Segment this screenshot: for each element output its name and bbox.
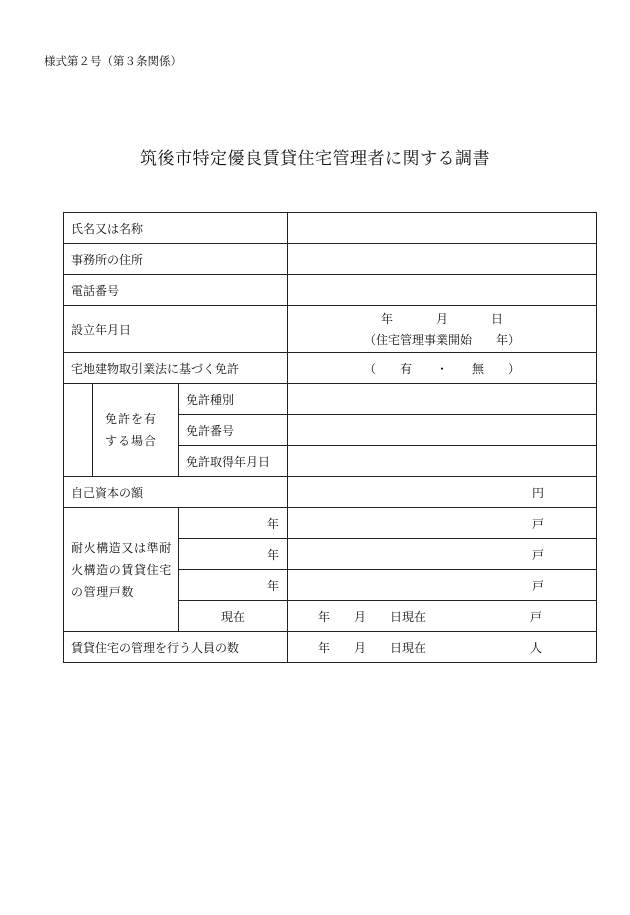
established-field[interactable]	[288, 306, 597, 353]
unit-label-1: 戸	[531, 516, 544, 531]
license-yes-no[interactable]: （ 有 ・ 無 ）	[288, 353, 597, 384]
unit-label-3: 戸	[531, 578, 544, 593]
row-office-address	[64, 244, 597, 275]
license-label: 宅地建物取引業法に基づく免許	[64, 353, 288, 384]
units-count-3[interactable]	[288, 570, 597, 601]
staff-field[interactable]	[288, 632, 597, 663]
document-title: 筑後市特定優良賃貸住宅管理者に関する調書	[140, 149, 490, 169]
capital-label: 自己資本の額	[64, 477, 288, 508]
row-established	[64, 306, 597, 353]
office-address-field[interactable]	[288, 244, 597, 275]
units-year-2[interactable]: 年	[179, 539, 288, 570]
established-day: 日	[490, 312, 503, 326]
name-label: 氏名又は名称	[64, 213, 288, 244]
staff-day: 日現在	[390, 640, 427, 655]
unit-label-current: 戸	[529, 609, 542, 624]
staff-label: 賃貸住宅の管理を行う人員の数	[64, 632, 288, 663]
row-name	[64, 213, 597, 244]
phone-label: 電話番号	[64, 275, 288, 306]
form-number: 様式第２号（第３条関係）	[44, 54, 182, 68]
license-number-field[interactable]	[288, 415, 597, 446]
row-license-type	[64, 384, 597, 415]
row-phone	[64, 275, 597, 306]
row-staff	[64, 632, 597, 663]
row-units-1	[64, 508, 597, 539]
managed-units-label: 耐火構造又は準耐火構造の賃貸住宅の管理戸数	[64, 508, 179, 632]
units-count-2[interactable]	[288, 539, 597, 570]
row-license	[64, 353, 597, 384]
row-capital	[64, 477, 597, 508]
business-start-note: （住宅管理事業開始 年）	[363, 333, 520, 347]
units-year-3[interactable]: 年	[179, 570, 288, 601]
license-type-field[interactable]	[288, 384, 597, 415]
unit-label-2: 戸	[531, 547, 544, 562]
license-date-field[interactable]	[288, 446, 597, 477]
office-address-label: 事務所の住所	[64, 244, 288, 275]
units-year-1[interactable]: 年	[179, 508, 288, 539]
license-date-label: 免許取得年月日	[179, 446, 288, 477]
capital-unit: 円	[531, 485, 544, 500]
established-year: 年	[380, 312, 393, 326]
current-year: 年	[318, 609, 331, 624]
units-current-field[interactable]	[288, 601, 597, 632]
established-month: 月	[435, 312, 448, 326]
current-day: 日現在	[390, 609, 427, 624]
current-label: 現在	[179, 601, 288, 632]
survey-table	[63, 212, 597, 663]
capital-field[interactable]	[288, 477, 597, 508]
staff-month: 月	[354, 640, 367, 655]
if-licensed-label: 免許を有する場合	[93, 384, 179, 477]
current-month: 月	[354, 609, 367, 624]
phone-field[interactable]	[288, 275, 597, 306]
license-number-label: 免許番号	[179, 415, 288, 446]
name-field[interactable]	[288, 213, 597, 244]
indent-cell	[64, 384, 93, 477]
staff-year: 年	[318, 640, 331, 655]
staff-unit: 人	[529, 640, 542, 655]
license-type-label: 免許種別	[179, 384, 288, 415]
established-label: 設立年月日	[64, 306, 288, 353]
units-count-1[interactable]	[288, 508, 597, 539]
